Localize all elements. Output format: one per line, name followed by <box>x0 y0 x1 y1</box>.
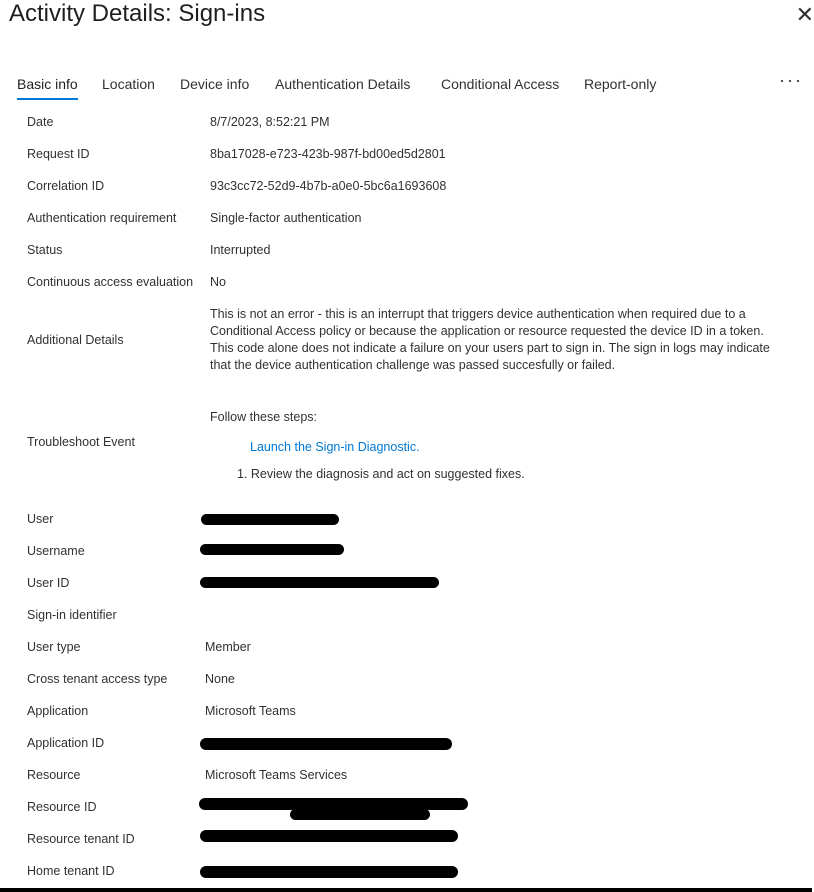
cross-tenant-label: Cross tenant access type <box>27 672 168 686</box>
auth-requirement-label: Authentication requirement <box>27 211 177 225</box>
tab-device-info[interactable]: Device info <box>180 76 250 92</box>
troubleshoot-step-1: 1. Review the diagnosis and act on suggested fixes. <box>237 467 525 481</box>
bottom-edge <box>0 888 812 892</box>
status-label: Status <box>27 243 63 257</box>
page-title: Activity Details: Sign-ins <box>9 0 266 27</box>
user-id-redacted <box>200 577 439 588</box>
troubleshoot-label: Troubleshoot Event <box>27 435 135 449</box>
user-type-value: Member <box>205 640 251 654</box>
cross-tenant-value: None <box>205 672 235 686</box>
tab-basic-info[interactable]: Basic info <box>17 76 78 92</box>
application-id-redacted <box>200 738 452 750</box>
cae-label: Continuous access evaluation <box>27 275 194 289</box>
cae-value: No <box>210 275 226 289</box>
date-label: Date <box>27 115 54 129</box>
date-value: 8/7/2023, 8:52:21 PM <box>210 115 330 129</box>
resource-tenant-id-redacted <box>200 830 458 842</box>
signin-diagnostic-link[interactable]: Launch the Sign-in Diagnostic. <box>250 440 420 454</box>
resource-value: Microsoft Teams Services <box>205 768 348 782</box>
home-tenant-id-label: Home tenant ID <box>27 864 115 878</box>
correlation-id-label: Correlation ID <box>27 179 105 193</box>
tab-bar <box>0 70 812 102</box>
resource-id-redacted-2 <box>290 809 430 820</box>
application-id-label: Application ID <box>27 736 105 750</box>
user-label: User <box>27 512 54 526</box>
troubleshoot-steps-heading: Follow these steps: <box>210 410 317 424</box>
tab-report-only[interactable]: Report-only <box>584 76 657 92</box>
correlation-id-value: 93c3cc72-52d9-4b7b-a0e0-5bc6a1693608 <box>210 179 447 193</box>
application-value: Microsoft Teams <box>205 704 296 718</box>
additional-details-text: This is not an error - this is an interrupt that triggers device authentication when required due to a Conditional Access policy or because the application or resource requested the device ID in a token. This code alone does not indicate a failure on your users part to sign in. The sign in logs may indicate that the device authentication challenge was passed succesfully or failed. <box>210 307 770 372</box>
request-id-label: Request ID <box>27 147 90 161</box>
application-label: Application <box>27 704 89 718</box>
close-icon[interactable]: ✕ <box>795 2 814 27</box>
home-tenant-id-redacted <box>200 866 458 878</box>
resource-id-label: Resource ID <box>27 800 97 814</box>
resource-tenant-id-label: Resource tenant ID <box>27 832 135 846</box>
more-options-icon[interactable]: ··· <box>779 70 803 90</box>
auth-requirement-value: Single-factor authentication <box>210 211 362 225</box>
user-redacted <box>201 514 339 525</box>
user-id-label: User ID <box>27 576 70 590</box>
status-value: Interrupted <box>210 243 271 257</box>
request-id-value: 8ba17028-e723-423b-987f-bd00ed5d2801 <box>210 147 446 161</box>
tab-location[interactable]: Location <box>102 76 155 92</box>
additional-details-label: Additional Details <box>27 333 124 347</box>
user-type-label: User type <box>27 640 81 654</box>
username-label: Username <box>27 544 85 558</box>
tab-conditional-access[interactable]: Conditional Access <box>441 76 560 92</box>
signin-identifier-label: Sign-in identifier <box>27 608 117 622</box>
resource-label: Resource <box>27 768 81 782</box>
username-redacted <box>200 544 344 555</box>
tab-authentication-details[interactable]: Authentication Details <box>275 76 411 92</box>
